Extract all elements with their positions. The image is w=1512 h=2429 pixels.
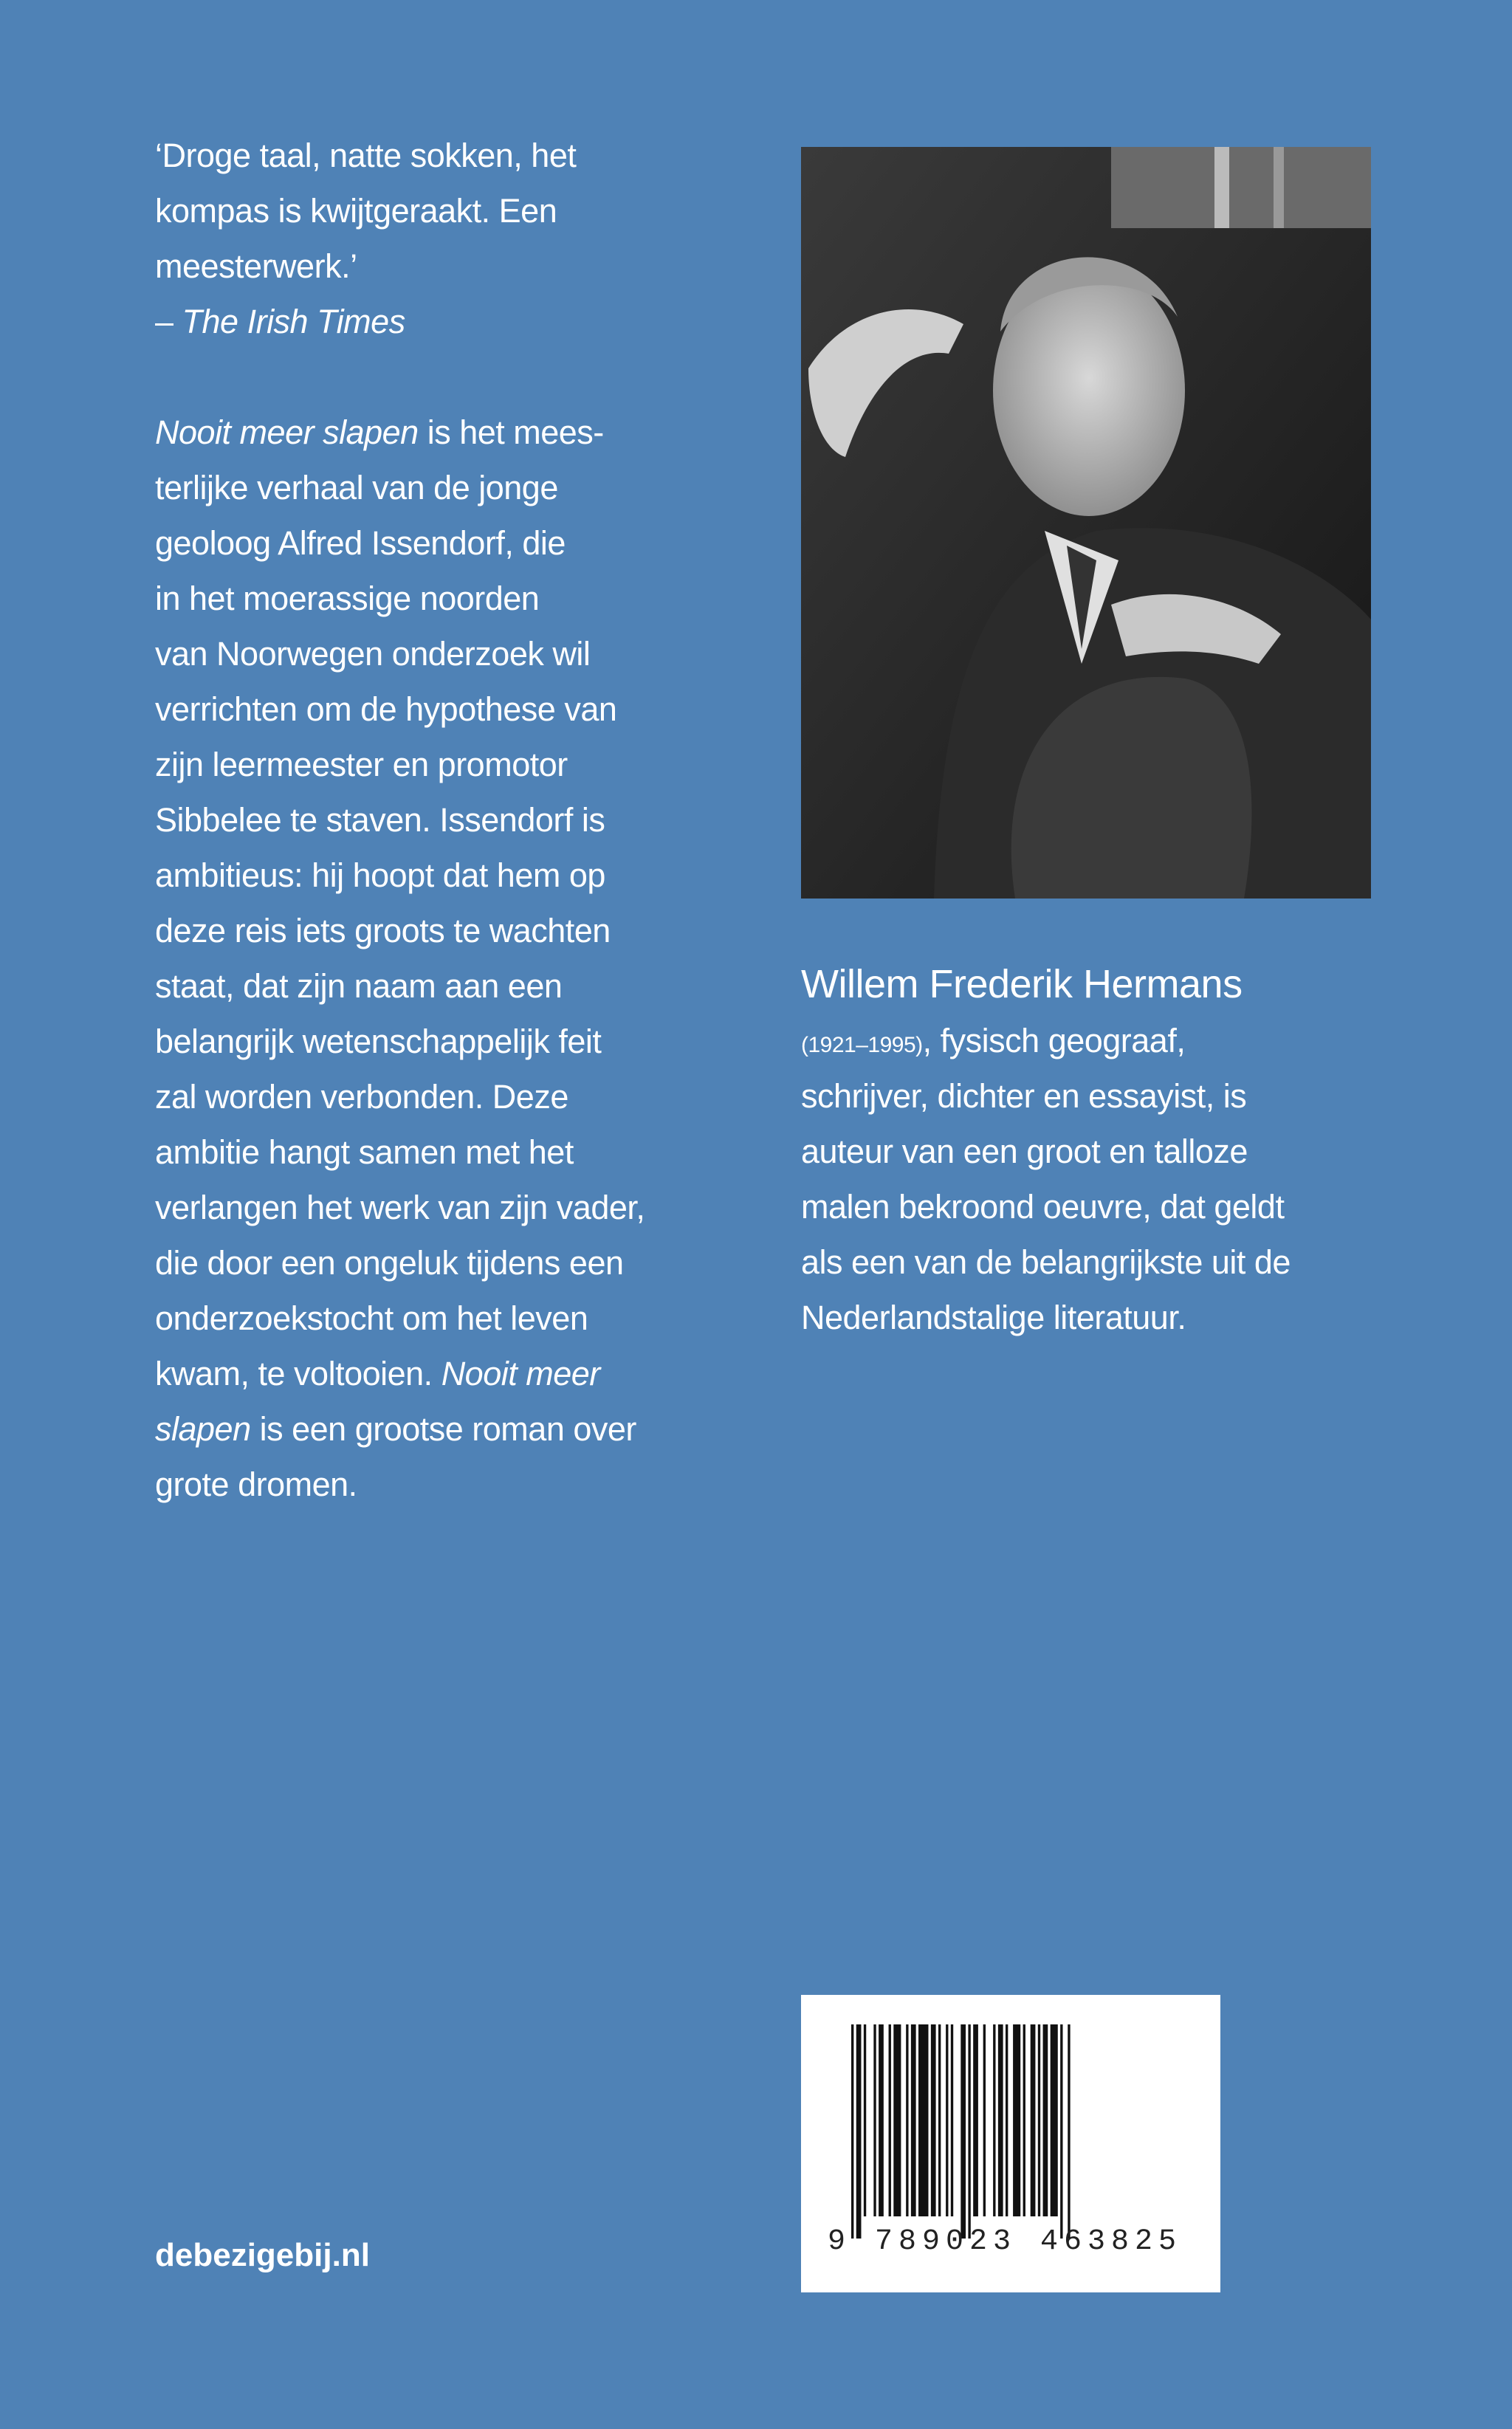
publisher-website[interactable]: debezigebij.nl	[155, 2237, 370, 2273]
blurb-line	[155, 1401, 746, 1457]
barcode-bar	[983, 2024, 986, 2216]
barcode-bar	[918, 2024, 928, 2216]
blurb-line	[155, 681, 746, 737]
barcode-bar	[911, 2024, 916, 2216]
blurb-text: onderzoekstocht om het leven	[155, 1299, 588, 1337]
barcode-bar	[973, 2024, 978, 2216]
blurb-text: zijn leermeester en promotor	[155, 746, 568, 783]
blurb-text: deze reis iets groots te wachten	[155, 912, 611, 949]
blurb-text: staat, dat zijn naam aan een	[155, 967, 563, 1005]
italic-title-text: The Irish Times	[182, 303, 405, 340]
blurb-line	[155, 1235, 746, 1291]
italic-title-text: slapen	[155, 1410, 251, 1448]
blurb-text: van Noorwegen onderzoek wil	[155, 635, 591, 673]
barcode-bar	[879, 2024, 884, 2216]
blurb-line	[155, 1014, 746, 1069]
blurb-text: ‘Droge taal, natte sokken, het	[155, 137, 577, 174]
barcode-bar	[893, 2024, 901, 2216]
blurb-text: ambitie hangt samen met het	[155, 1133, 574, 1171]
barcode-bar	[1068, 2024, 1070, 2239]
barcode-bar	[951, 2024, 953, 2216]
barcode-bars	[851, 2024, 1073, 2239]
blurb-line	[155, 1180, 746, 1235]
barcode-bar	[998, 2024, 1003, 2216]
blurb-text: in het moerassige noorden	[155, 580, 540, 617]
blurb-text: kompas is kwijtgeraakt. Een	[155, 192, 557, 230]
blank-line	[155, 349, 746, 405]
italic-title-text: Nooit meer	[441, 1355, 600, 1392]
blurb-line	[155, 515, 746, 571]
blurb-text: terlijke verhaal van de jonge	[155, 469, 558, 506]
barcode-bar	[968, 2024, 970, 2239]
barcode-bar	[851, 2024, 853, 2239]
blurb-text: is het mees-	[418, 413, 604, 451]
barcode-bar	[873, 2024, 876, 2216]
blurb-text: is een grootse roman over	[250, 1410, 636, 1448]
blurb-line	[155, 792, 746, 848]
bio-line	[801, 1179, 1465, 1234]
blurb-line	[155, 737, 746, 792]
blurb-text: die door een ongeluk tijdens een	[155, 1244, 624, 1282]
barcode-bar	[931, 2024, 936, 2216]
blurb-line	[155, 1291, 746, 1346]
blurb-line	[155, 183, 746, 238]
barcode-bar	[889, 2024, 891, 2216]
bio-text: auteur van een groot en talloze	[801, 1133, 1248, 1170]
barcode-bar	[906, 2024, 908, 2216]
barcode-bar	[961, 2024, 966, 2239]
author-photo	[801, 147, 1371, 899]
blurb-text: geoloog Alfred Issendorf, die	[155, 524, 566, 562]
author-name: Willem Frederik Hermans	[801, 962, 1243, 1006]
blurb-line	[155, 848, 746, 903]
blurb-text: belangrijk wetenschappelijk feit	[155, 1023, 602, 1060]
blurb-line	[155, 903, 746, 958]
bio-text: schrijver, dichter en essayist, is	[801, 1077, 1247, 1115]
barcode-bar	[856, 2024, 862, 2239]
blurb-line	[155, 128, 746, 183]
isbn-barcode	[801, 1995, 1220, 2292]
blurb-text: Sibbelee te staven. Issendorf is	[155, 801, 605, 839]
author-portrait-image	[801, 147, 1371, 899]
blurb-line	[155, 1124, 746, 1180]
barcode-bar	[1013, 2024, 1020, 2216]
bio-line	[801, 1068, 1465, 1124]
barcode-bar	[1031, 2024, 1036, 2216]
blurb-text: kwam, te voltooien.	[155, 1355, 441, 1392]
blurb-line	[155, 294, 746, 349]
barcode-bar	[1060, 2024, 1062, 2239]
barcode-bar	[1051, 2024, 1058, 2216]
barcode-bar	[1023, 2024, 1025, 2216]
blurb-line	[155, 238, 746, 294]
barcode-bar	[1038, 2024, 1040, 2216]
blurb-text: grote dromen.	[155, 1466, 357, 1503]
bio-text: Nederlandstalige literatuur.	[801, 1299, 1186, 1336]
bio-line	[801, 1013, 1465, 1068]
blurb-text: verlangen het werk van zijn vader,	[155, 1189, 645, 1226]
italic-title-text: Nooit meer slapen	[155, 413, 419, 451]
author-dates: (1921–1995)	[801, 1033, 923, 1057]
barcode-bar	[1006, 2024, 1008, 2216]
blurb-text: ambitieus: hij hoopt dat hem op	[155, 856, 605, 894]
barcode-bar	[1043, 2024, 1048, 2216]
bio-text: malen bekroond oeuvre, dat geldt	[801, 1188, 1285, 1226]
barcode-bar	[993, 2024, 995, 2216]
bio-text: als een van de belangrijkste uit de	[801, 1243, 1291, 1281]
blurb-line	[155, 405, 746, 460]
blurb-line	[155, 1457, 746, 1512]
blurb-line	[155, 1346, 746, 1401]
barcode-bar	[946, 2024, 948, 2216]
bio-line	[801, 1290, 1465, 1345]
blurb-line	[155, 571, 746, 626]
barcode-bar	[864, 2024, 866, 2216]
back-cover-blurb	[155, 128, 746, 1512]
barcode-digits: 9 789023 463825	[828, 2225, 1183, 2258]
blurb-text: zal worden verbonden. Deze	[155, 1078, 568, 1116]
blurb-line	[155, 626, 746, 681]
bio-text: , fysisch geograaf,	[922, 1022, 1186, 1059]
bio-line	[801, 1124, 1465, 1179]
blurb-text: meesterwerk.’	[155, 247, 357, 285]
blurb-text: –	[155, 303, 182, 340]
blurb-text: verrichten om de hypothese van	[155, 690, 617, 728]
blurb-line	[155, 958, 746, 1014]
bio-line	[801, 1234, 1465, 1290]
blurb-line	[155, 1069, 746, 1124]
blurb-line	[155, 460, 746, 515]
barcode-bar	[938, 2024, 941, 2216]
author-bio	[801, 1013, 1465, 1345]
